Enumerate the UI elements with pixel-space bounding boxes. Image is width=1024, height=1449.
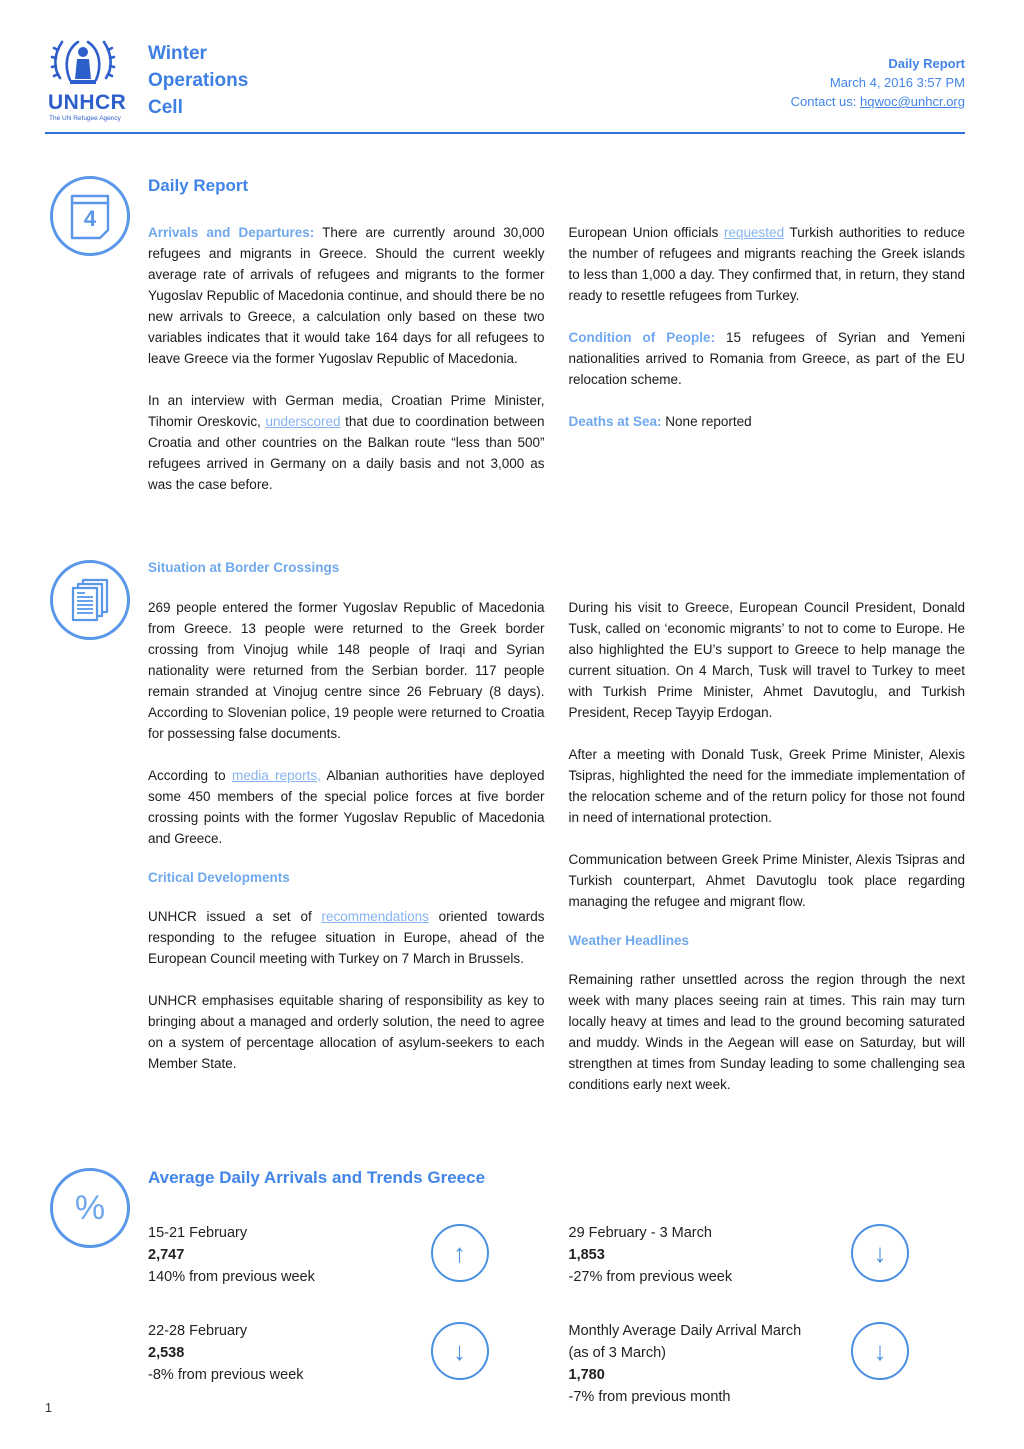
unhcr-logo [45, 36, 148, 122]
condition-of-people-text: 15 refugees of Syrian and Yemeni nationalities arrived to Romania from Greece, as part of the EU relocation scheme. [568, 330, 965, 387]
calendar-icon [50, 176, 130, 256]
documents-icon [50, 560, 130, 640]
stat-period: Monthly Average Daily Arrival March (as of 3 March) [568, 1323, 802, 1361]
stat-period: 22-28 February [148, 1323, 248, 1339]
stat-week-15-21-feb [148, 1222, 545, 1288]
stat-period: 29 February - 3 March [568, 1225, 712, 1241]
deaths-at-sea-label: Deaths at Sea: [568, 414, 662, 429]
deaths-at-sea-text: None reported [661, 414, 752, 429]
condition-of-people-label: Condition of People: [568, 330, 716, 345]
croatia-text-after: that due to coordination between Croatia and other countries on the Balkan route “less than 500” refugees arrived in Germany on a daily basis and not 3,000 as was the case before. [148, 414, 545, 492]
albania-text-before: According to [148, 768, 233, 783]
unhcr-logo-tagline: The UN Refugee Agency [49, 115, 121, 122]
daily-report-right-column [569, 222, 966, 516]
tsipras-meeting-paragraph: After a meeting with Donald Tusk, Greek Prime Minister, Alexis Tsipras, highlighted the need for the immediate implementation of the relocation scheme and of the return policy for those not found in need of international protection. [568, 747, 965, 825]
percent-glyph: % [74, 1188, 106, 1227]
trend-down-icon [431, 1322, 489, 1380]
arrivals-departures-text: There are currently around 30,000 refugees and migrants in Greece. Should the current weekly average rate of arrivals of refugees and migrants to the former Yugoslav Republic of Macedonia continue, and should there be no new arrivals to Greece, a calculation only based on these two variables indicates that it would take 164 days for all refugees to leave Greece via the former Yugoslav Republic of Macedonia. [148, 225, 545, 366]
header-divider [45, 132, 965, 134]
section-daily-report [45, 176, 965, 516]
arrivals-departures-paragraph [148, 222, 545, 369]
recommendations-paragraph [148, 906, 545, 969]
border-left-column [148, 597, 545, 1116]
macedonia-returns-paragraph: 269 people entered the former Yugoslav Republic of Macedonia from Greece. 13 people were returned to the Greek border crossing from Vinojug while 148 people of Iraqi and Syrian nationality were returned from the Serbian border. 117 people remain stranded at Vinojug centre since 26 February (8 days). According to Slovenian police, 19 people were returned to Croatia for possessing false documents. [148, 600, 545, 741]
recommendations-link[interactable]: recommendations [321, 909, 429, 924]
underscored-link[interactable]: underscored [265, 414, 341, 429]
stat-week-22-28-feb [148, 1320, 545, 1408]
daily-report-left-column [148, 222, 545, 516]
report-datetime: March 4, 2016 3:57 PM [829, 75, 965, 90]
report-label: Daily Report [888, 56, 965, 71]
trend-arrow-glyph: ↓ [873, 1238, 887, 1268]
page-number: 1 [45, 1401, 52, 1415]
percent-icon [50, 1168, 130, 1248]
stat-change: 140% from previous week [148, 1269, 315, 1285]
albania-deployment-paragraph [148, 765, 545, 849]
daily-report-icon-col [45, 176, 148, 516]
recommendations-text-before: UNHCR issued a set of [148, 909, 322, 924]
average-arrivals-heading: Average Daily Arrivals and Trends Greece [148, 1168, 486, 1187]
trend-arrow-glyph: ↓ [453, 1336, 466, 1366]
unhcr-emblem-icon [50, 36, 116, 92]
eu-text-after: Turkish authorities to reduce the number of refugees and migrants reaching the Greek islands to less than 1,000 a day. They confirmed that, in return, they stand ready to resettle refugees from Turkey. [568, 225, 965, 303]
stat-week-29feb-3mar [569, 1222, 966, 1288]
albania-text-after: Albanian authorities have deployed some 450 members of the special police forces at five border crossing points with the former Yugoslav Republic of Macedonia and Greece. [148, 768, 545, 846]
unhcr-logo-wordmark: UNHCR [48, 91, 127, 114]
trend-arrow-glyph: ↑ [453, 1238, 466, 1268]
eu-officials-paragraph [569, 222, 966, 306]
calendar-day-number: 4 [83, 206, 97, 231]
stat-monthly-average-march [569, 1320, 966, 1408]
title-line-2: Operations [148, 70, 249, 91]
contact-prefix: Contact us: [790, 94, 861, 109]
critical-developments-heading: Critical Developments [148, 870, 290, 885]
trend-down-icon [851, 1322, 909, 1380]
trend-up-icon [431, 1224, 489, 1282]
media-reports-link[interactable]: media reports, [232, 768, 321, 783]
border-right-column [569, 597, 966, 1116]
section-border-crossings [45, 560, 965, 1116]
stat-period: 15-21 February [148, 1225, 248, 1241]
recommendations-text-after: oriented towards responding to the refugee situation in Europe, ahead of the European Council meeting with Turkey on 7 March in Brussels. [148, 909, 545, 966]
arrivals-departures-label: Arrivals and Departures: [148, 225, 315, 240]
daily-report-heading: Daily Report [148, 176, 249, 195]
page-header [45, 36, 965, 122]
stat-value: 1,780 [568, 1367, 605, 1383]
header-meta [791, 36, 965, 111]
deaths-at-sea-paragraph [569, 411, 966, 432]
condition-of-people-paragraph [569, 327, 966, 390]
stat-change: -27% from previous week [568, 1269, 733, 1285]
equitable-sharing-paragraph: UNHCR emphasises equitable sharing of responsibility as key to bringing about a managed and orderly solution, the need to agree on a system of percentage allocation of asylum-seekers to each Member State. [148, 993, 545, 1071]
trend-down-icon [851, 1224, 909, 1282]
communication-paragraph: Communication between Greek Prime Minister, Alexis Tsipras and Turkish counterpart, Ahmet Davutoglu took place regarding managing the refugee and migrant flow. [568, 852, 965, 909]
stat-value: 2,747 [148, 1247, 185, 1263]
stat-change: -8% from previous week [148, 1367, 304, 1383]
section-average-arrivals [45, 1168, 965, 1408]
page-title [148, 36, 791, 121]
arrivals-stats-grid [148, 1222, 965, 1408]
title-line-3: Cell [148, 97, 183, 118]
contact-line [791, 92, 965, 111]
contact-email-link[interactable]: hqwoc@unhcr.org [860, 94, 965, 109]
arrivals-icon-col [45, 1168, 148, 1408]
tusk-visit-paragraph: During his visit to Greece, European Council President, Donald Tusk, called on ‘economic migrants’ to not to come to Europe. He also highlighted the EU’s support to Greece to help manage the current situation. On 4 March, Tusk will travel to Turkey to meet with Turkish Prime Minister, Ahmet Davutoglu, and Turkish President, Recep Tayyip Erdogan. [568, 600, 965, 720]
border-crossings-heading: Situation at Border Crossings [148, 560, 340, 575]
title-line-1: Winter [148, 43, 207, 64]
border-icon-col [45, 560, 148, 1116]
stat-value: 1,853 [568, 1247, 605, 1263]
eu-text-before: European Union officials [568, 225, 725, 240]
weather-headlines-heading: Weather Headlines [568, 933, 690, 948]
requested-link[interactable]: requested [724, 225, 785, 240]
croatia-text-before: In an interview with German media, Croatian Prime Minister, Tihomir Oreskovic, [148, 393, 545, 429]
trend-arrow-glyph: ↓ [873, 1336, 887, 1366]
croatia-interview-paragraph [148, 390, 545, 495]
weather-paragraph: Remaining rather unsettled across the region through the next week with many places seeing rain at times. This rain may turn locally heavy at times and lead to the ground becoming saturated and muddy. Winds in the Aegean will ease on Saturday, but will strengthen at times from Sunday leading to some challenging sea conditions early next week. [568, 972, 965, 1092]
stat-value: 2,538 [148, 1345, 185, 1361]
stat-change: -7% from previous month [568, 1389, 731, 1405]
